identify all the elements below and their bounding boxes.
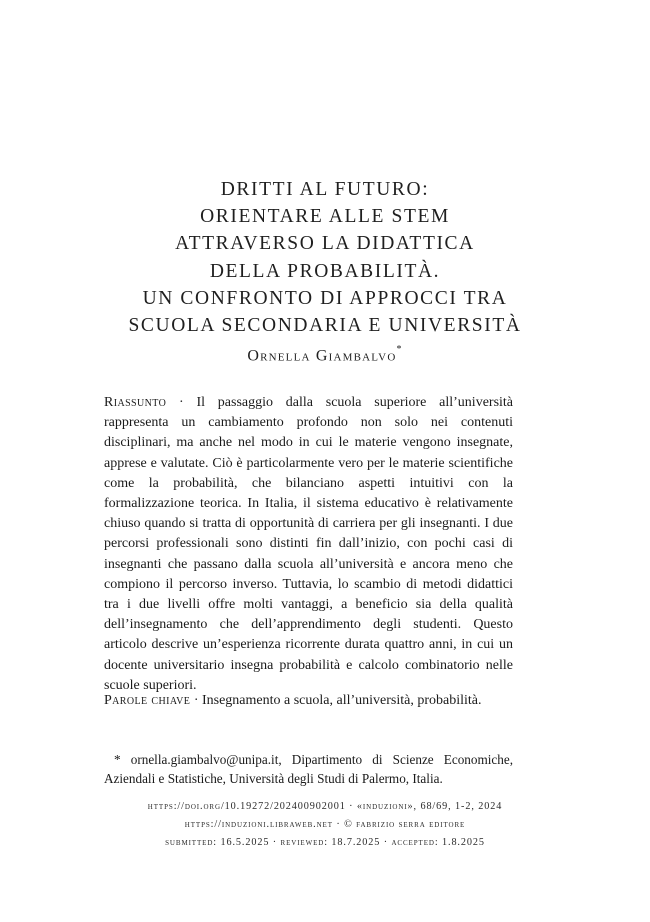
title-line-6: SCUOLA SECONDARIA E UNIVERSITÀ [128, 315, 522, 337]
author-line [60, 346, 590, 365]
article-title [60, 176, 590, 339]
title-line-1: DRITTI AL FUTURO: [220, 179, 430, 200]
author-footnote [104, 750, 513, 788]
abstract-separator: · [179, 395, 184, 410]
abstract [104, 393, 513, 696]
title-line-5: UN CONFRONTO DI APPROCCI TRA [142, 287, 508, 309]
keywords-text: Insegnamento a scuola, all’università, probabilità. [201, 693, 482, 708]
abstract-label: Riassunto [104, 395, 167, 410]
footnote-mark: * [114, 752, 121, 767]
publisher-line: https://induzioni.libraweb.net · © fabrizio serra editore [184, 819, 466, 830]
title-line-2: ORIENTARE ALLE STEM [200, 206, 450, 228]
keywords-label: Parole chiave [104, 693, 191, 708]
author-footnote-mark: * [396, 344, 403, 355]
doi-line: https://doi.org/10.19272/202400902001 · «induzioni», 68/69, 1-2, 2024 [147, 801, 503, 812]
keywords [104, 691, 524, 711]
author-name: Ornella Giambalvo [247, 347, 397, 365]
title-line-4: DELLA PROBABILITÀ. [209, 260, 441, 282]
title-line-3: ATTRAVERSO LA DIDATTICA [175, 233, 475, 255]
footnote-text: ornella.giambalvo@unipa.it, Dipartimento di Scienze Economiche, Aziendali e Statistiche, Università degli Studi di Palermo, Italia. [104, 752, 514, 786]
abstract-text: Il passaggio dalla scuola superiore all’università rappresenta un cambiamento profondo non solo nei contenuti disciplinari, ma anche nel modo in cui le materie vengono insegnate, apprese e valutate. Ciò è particolarmente vero per le materie scientifiche come la probabilità, che bilanciano aspetti intuitivi con la formalizzazione teorica. In Italia, il sistema educativo è relativamente chiuso quando si tratta di opportunità di carriera per gli insegnanti. I due percorsi professionali sono distinti fin dall’inizio, con pochi casi di insegnanti che passano dalla scuola all’università e ancora meno che compiono il percorso inverso. Tuttavia, lo scambio di metodi didattici tra i due livelli offre molti vantaggi, a beneficio sia della qualità dell’insegnamento che dell’apprendimento degli studenti. Questo articolo descrive un’esperienza ricorrente durata quattro anni, in cui un docente universitario insegna probabilità e calcolo combinatorio nelle scuole superiori. [104, 395, 514, 693]
keywords-separator: · [193, 693, 199, 708]
dates-line: submitted: 16.5.2025 · reviewed: 18.7.2025 · accepted: 1.8.2025 [165, 837, 485, 848]
